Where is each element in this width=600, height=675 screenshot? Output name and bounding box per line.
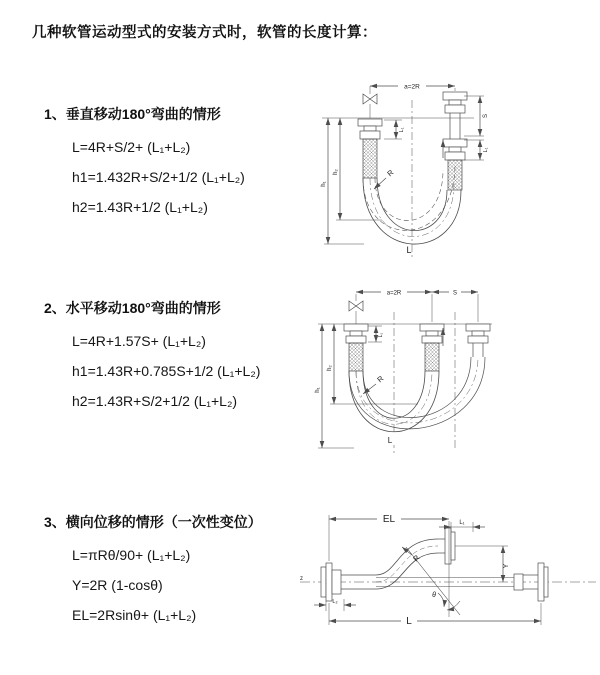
dim-label-s: S	[452, 290, 458, 297]
section-2	[44, 298, 260, 416]
vertical-move-180-bend-diagram	[312, 72, 600, 272]
dim-label-s: S	[483, 113, 489, 119]
dim-label-h2: h₂	[327, 365, 333, 371]
length-label: L	[406, 616, 412, 627]
dim-label-l1: L₁	[378, 332, 384, 338]
upper-flange	[438, 528, 455, 564]
dim-label-h1: h₁	[321, 181, 327, 187]
left-pipe-flange	[358, 119, 382, 139]
section-3-heading: 3、横向位移的情形（一次性变位）	[44, 514, 262, 530]
angle-theta-label: θ	[432, 592, 436, 599]
dimension-s	[464, 96, 484, 136]
formula-line: h1=1.432R+S/2+1/2 (L₁+L₂)	[72, 169, 245, 185]
braided-hose-section	[363, 139, 377, 178]
hose-u-position-2	[349, 357, 485, 429]
dim-label-h2: h₂	[333, 169, 339, 175]
dim-label-a2r: a=2R	[386, 290, 402, 297]
left-pipe-flange	[344, 324, 368, 343]
right-pipe-flange	[466, 324, 490, 357]
dim-label-a2r: a=2R	[404, 83, 420, 91]
formula-line: Y=2R (1-cosθ)	[72, 577, 163, 593]
dimension-y	[455, 546, 508, 582]
page-title: 几种软管运动型式的安装方式时，软管的长度计算：	[32, 25, 377, 41]
dimension-h2	[330, 324, 418, 404]
length-label: L	[406, 245, 412, 255]
radius-label: R	[385, 167, 396, 179]
braided-hose-section	[425, 343, 439, 371]
lateral-displacement-diagram	[298, 503, 600, 658]
formula-line: h1=1.43R+0.785S+1/2 (L₁+L₂)	[72, 363, 261, 379]
dimension-h1	[324, 118, 364, 244]
dim-label-l1: L₁	[483, 147, 489, 153]
right-pipe-flanges	[443, 92, 467, 160]
braided-hose-section	[448, 160, 462, 190]
formula-line: h2=1.43R+1/2 (L₁+L₂)	[72, 199, 208, 215]
dimension-l	[329, 603, 541, 626]
section-1	[44, 104, 245, 222]
radius-pointer-arrow	[374, 178, 386, 189]
dim-label-l1: L₁	[399, 127, 405, 133]
formula-line: L=4R+1.57S+ (L₁+L₂)	[72, 333, 206, 349]
middle-pipe-flange	[420, 324, 444, 343]
radius-label: R	[375, 373, 386, 385]
section-1-heading: 1、垂直移动180°弯曲的情形	[44, 106, 221, 122]
valve-icon	[363, 86, 377, 118]
length-label: L	[387, 436, 393, 445]
dim-label-l1: L₁	[459, 520, 465, 526]
formula-line: L=πRθ/90+ (L₁+L₂)	[72, 547, 191, 563]
axis-mark-z: z	[300, 576, 303, 582]
dim-label-h1: h₁	[315, 387, 321, 393]
dim-label-y: Y	[503, 563, 510, 569]
hose-s-curve	[376, 539, 438, 589]
dim-label-el: EL	[382, 514, 396, 525]
formula-line: L=4R+S/2+ (L₁+L₂)	[72, 139, 191, 155]
section-2-heading: 2、水平移动180°弯曲的情形	[44, 300, 221, 316]
radius-label: R	[411, 553, 422, 564]
valve-icon	[349, 294, 363, 324]
section-3	[44, 512, 262, 630]
formula-line: h2=1.43R+S/2+1/2 (L₁+L₂)	[72, 393, 238, 409]
braided-hose-section	[349, 343, 363, 371]
horizontal-move-180-bend-diagram	[310, 282, 600, 467]
formula-line: EL=2Rsinθ+ (L₁+L₂)	[72, 607, 197, 623]
dim-label-l2: L₂	[332, 599, 338, 605]
